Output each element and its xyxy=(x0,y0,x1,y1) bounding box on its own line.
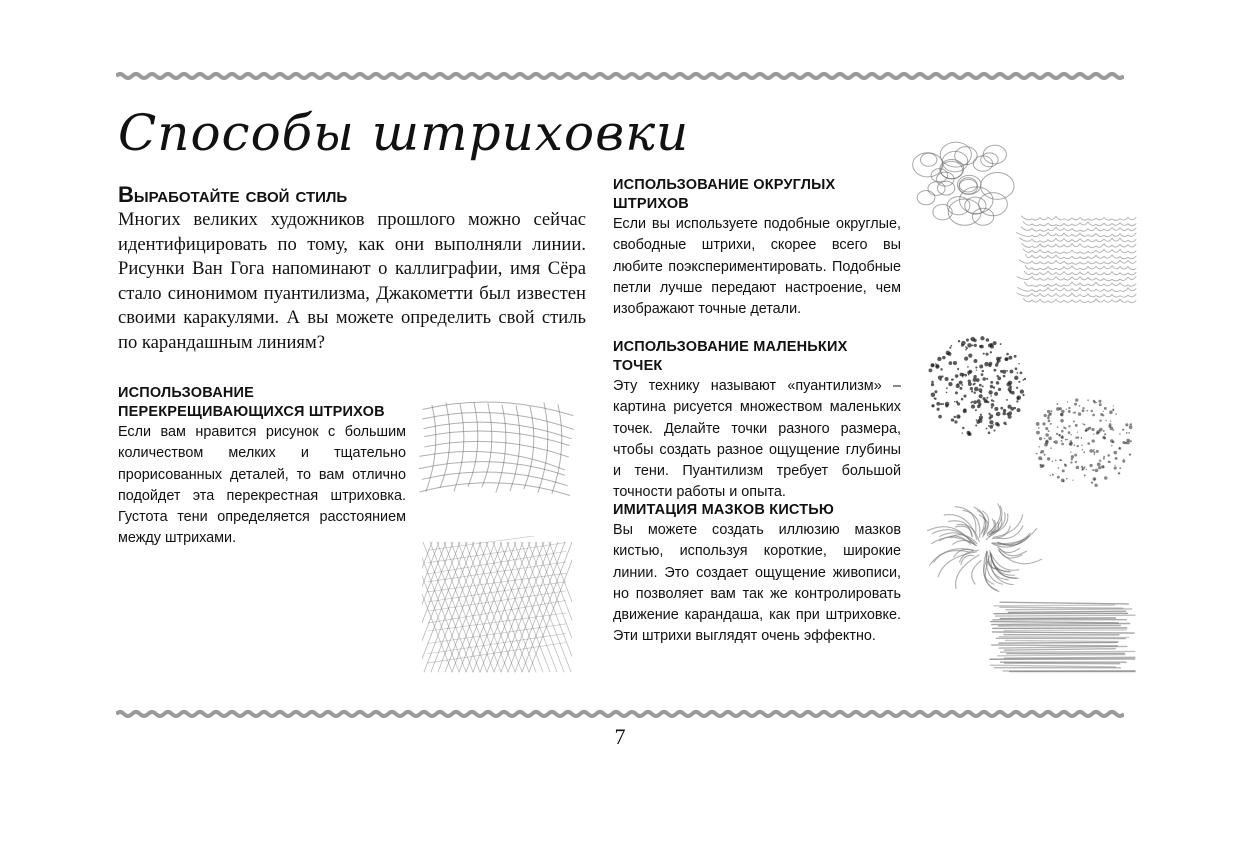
crosshatch-heading: ИСПОЛЬЗОВАНИЕ ПЕРЕКРЕЩИВАЮЩИХСЯ ШТРИХОВ xyxy=(118,385,385,420)
brush-horizontal-sample xyxy=(982,596,1142,678)
scribble-loops-sample xyxy=(906,136,1018,246)
crosshatch-section xyxy=(118,384,406,550)
stipple-dots-sample xyxy=(924,330,1028,442)
round-strokes-heading: ИСПОЛЬЗОВАНИЕ ОКРУГЛЫХ ШТРИХОВ xyxy=(613,177,836,212)
wavy-strokes-sample xyxy=(1010,206,1142,310)
bottom-decorative-rule xyxy=(116,708,1124,720)
brush-burst-sample xyxy=(922,490,1048,602)
brush-heading: ИМИТАЦИЯ МАЗКОВ КИСТЬЮ xyxy=(613,502,835,518)
crosshatch-text: Если вам нравится рисунок с большим количеством мелких и тщательно прорисованных деталей, то вам отлично подойдет эта перекрестная штриховка. Густота тени определяется расстоянием между штрихами. xyxy=(118,424,406,547)
dots-text: Эту технику называют «пуантилизм» – картина рисуется множеством маленьких точек. Делайте точки разного размера, чтобы создать разное ощущение глубины и тени. Пуантилизм требует большой точности работы и опыта. xyxy=(613,378,901,501)
brush-text: Вы можете создать иллюзию мазков кистью, используя короткие, широкие линии. Это создает ощущение живописи, но позволяет вам так же контролировать движение карандаша, как при штриховке. Эти штрихи выглядят очень эффектно. xyxy=(613,522,901,645)
section-subtitle: Выработайте свой стиль xyxy=(118,182,348,207)
top-decorative-rule xyxy=(116,70,1124,82)
round-strokes-text: Если вы используете подобные округлые, свободные штрихи, скорее всего вы любите поэкспериментировать. Подобные петли лучше передают настроение, чем изображают точные детали. xyxy=(613,216,901,318)
dots-heading: ИСПОЛЬЗОВАНИЕ МАЛЕНЬКИХ ТОЧЕК xyxy=(613,339,848,374)
brush-section xyxy=(613,501,901,648)
intro-paragraph: Многих великих художников прошлого можно сейчас идентифицировать по тому, как они выполняли линии. Рисунки Ван Гога напоминают о каллиграфии, имя Сёра стало синонимом пуантилизма, Джакометти был известен своими каракулями. А вы можете определить свой стиль по карандашным линиям? xyxy=(118,209,586,353)
dots-section xyxy=(613,338,901,504)
page-title: Способы штриховки xyxy=(118,104,690,162)
crosshatch-sample-dense xyxy=(422,536,572,676)
crosshatch-sample-light xyxy=(408,398,584,500)
page-number: 7 xyxy=(614,724,626,749)
round-strokes-section xyxy=(613,176,901,320)
stipple-blobs-sample xyxy=(1026,392,1142,492)
